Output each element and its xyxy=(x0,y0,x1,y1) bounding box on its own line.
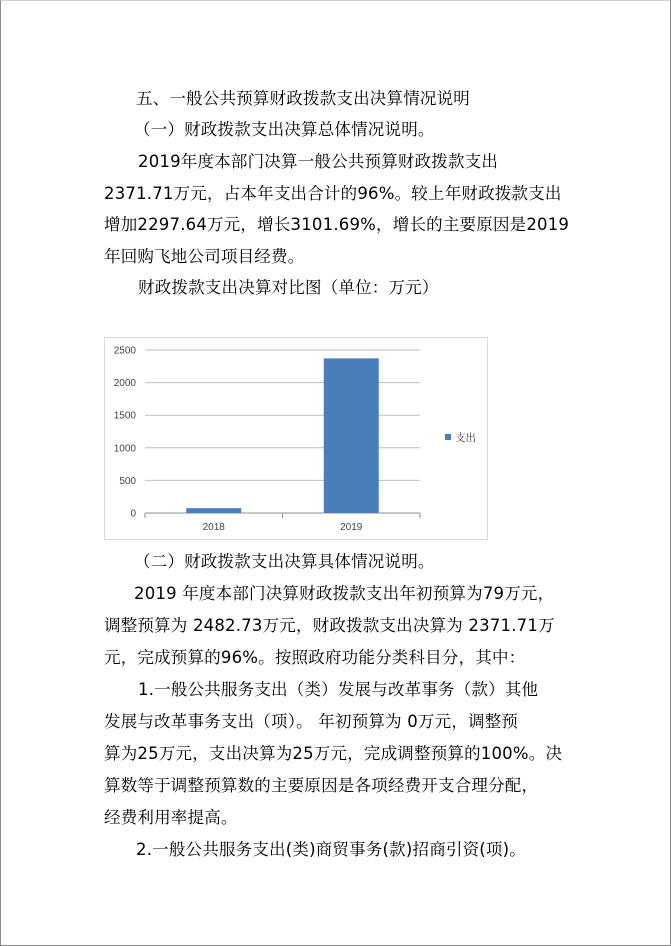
paragraph-line: 2019年度本部门决算一般公共预算财政拨款支出 xyxy=(138,152,499,171)
paragraph-line: 2.一般公共服务支出(类)商贸事务(款)招商引资(项)。 xyxy=(136,840,526,859)
y-tick-label: 1000 xyxy=(113,443,136,455)
paragraph-line: 2371.71万元，占本年支出合计的96%。较上年财政拨款支出 xyxy=(104,184,562,203)
subheading-detail: （二）财政拨款支出决算具体情况说明。 xyxy=(134,552,435,571)
paragraph-line: 年回购飞地公司项目经费。 xyxy=(104,247,305,266)
paragraph-line: 2019 年度本部门决算财政拨款支出年初预算为79万元， xyxy=(134,584,555,603)
section-heading: 五、一般公共预算财政拨款支出决算情况说明 xyxy=(136,89,470,108)
x-tick-label: 2018 xyxy=(202,522,225,533)
y-tick-label: 1500 xyxy=(113,410,136,422)
chart-caption: 财政拨款支出决算对比图（单位：万元） xyxy=(138,278,439,297)
bar-2018 xyxy=(186,508,241,513)
paragraph-line: 增加2297.64万元，增长3101.69%，增长的主要原因是2019 xyxy=(104,215,570,234)
bar-chart xyxy=(104,337,488,540)
paragraph-line: 1.一般公共服务支出（类）发展与改革事务（款）其他 xyxy=(138,680,539,699)
legend-swatch xyxy=(445,434,451,440)
legend-label: 支出 xyxy=(455,432,476,444)
paragraph-line: 算为25万元，支出决算为25万元，完成调整预算的100%。决 xyxy=(104,744,563,763)
chart-canvas xyxy=(105,338,487,539)
y-tick-label: 2000 xyxy=(113,378,136,390)
paragraph-line: 发展与改革事务支出（项）。 年初预算为 0万元，调整预 xyxy=(104,712,519,731)
y-tick-label: 0 xyxy=(130,508,136,520)
y-tick-label: 2500 xyxy=(113,345,136,357)
paragraph-line: 调整预算为 2482.73万元，财政拨款支出决算为 2371.71万 xyxy=(104,616,555,635)
y-tick-label: 500 xyxy=(119,475,136,487)
paragraph-line: 元，完成预算的96%。按照政府功能分类科目分，其中： xyxy=(104,648,526,667)
paragraph-line: 算数等于调整预算数的主要原因是各项经费开支合理分配， xyxy=(104,776,539,795)
paragraph-line: 经费利用率提高。 xyxy=(104,808,238,827)
bar-2019 xyxy=(324,358,379,513)
x-tick-label: 2019 xyxy=(340,522,363,533)
subheading-overall: （一）财政拨款支出决算总体情况说明。 xyxy=(134,120,435,139)
